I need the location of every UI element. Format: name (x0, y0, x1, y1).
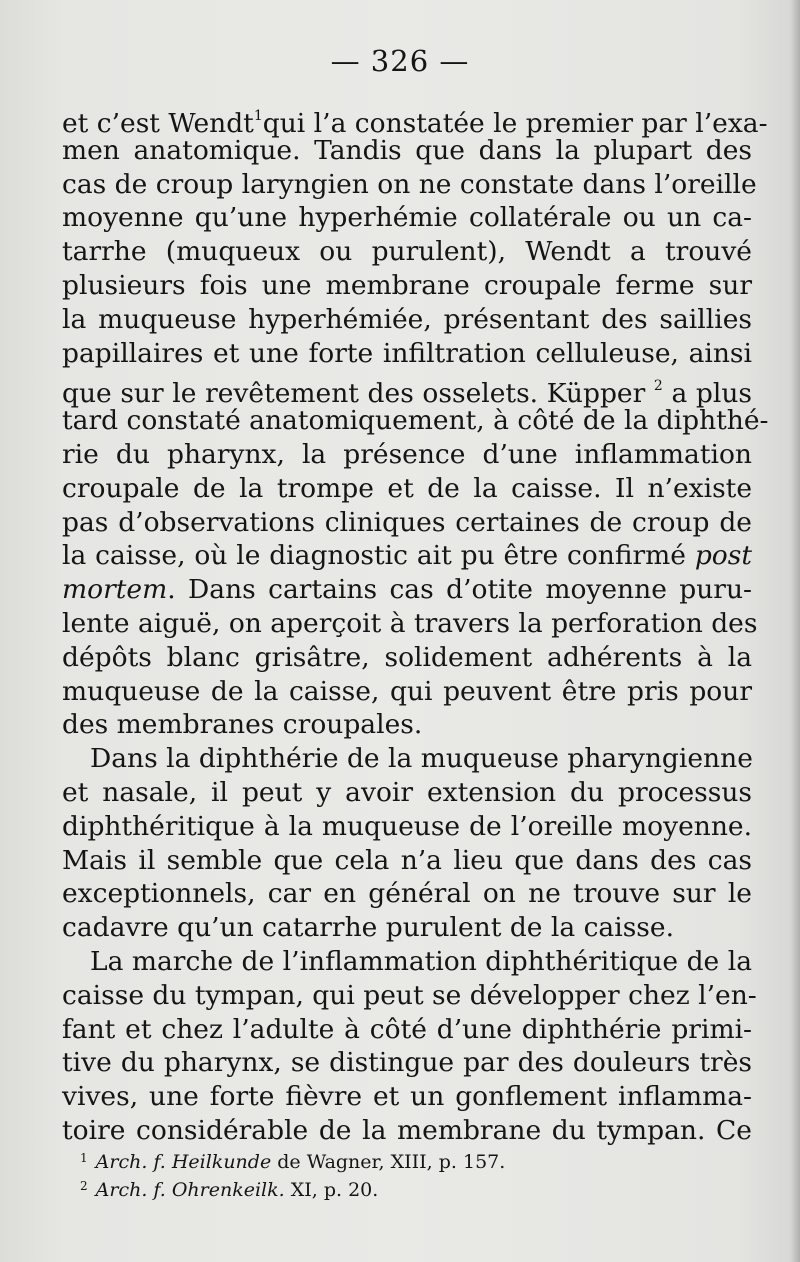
text-line: men anatomique. Tandis que dans la plupart des (62, 134, 752, 166)
text-line: moyenne qu’une hyperhémie collatérale ou un ca- (62, 202, 752, 234)
text-line: muqueuse de la caisse, qui peuvent être pris pour (62, 675, 752, 707)
footnotes (80, 1144, 720, 1200)
text-line: et nasale, il peut y avoir extension du processus (62, 776, 752, 808)
body-text (62, 100, 769, 1148)
text-line: plusieurs fois une membrane croupale ferme sur (62, 269, 752, 301)
page-edge-shadow (790, 0, 800, 1262)
text-line: Dans la diphthérie de la muqueuse pharyngienne (90, 743, 753, 775)
text-line: tarrhe (muqueux ou purulent), Wendt a trouvé (62, 236, 752, 268)
text-line: et c’est Wendt$^1$qui l’a constatée le premier par l’exa- (62, 108, 768, 139)
text-line: fant et chez l’adulte à côté d’une diphthérie primi- (62, 1013, 752, 1045)
page-number: — 326 — (330, 44, 470, 78)
italic-text: Arch. f. Ohrenkeilk. (95, 1179, 285, 1201)
footnote: $^1$ Arch. f. Heilkunde de Wagner, XIII, p. 157. (80, 1151, 506, 1173)
italic-text: Arch. f. Heilkunde (95, 1151, 272, 1173)
text-line: tard constaté anatomiquement, à côté de la diphthé- (62, 405, 769, 437)
text-line: que sur le revêtement des osselets. Küpper $^2$ a plus (62, 378, 752, 410)
text-line: exceptionnels, car en général on ne trouve sur le (62, 878, 752, 910)
text-line: La marche de l’inflammation diphthéritique de la (90, 945, 752, 977)
footnote: $^2$ Arch. f. Ohrenkeilk. XI, p. 20. (80, 1179, 379, 1201)
text-line: cas de croup laryngien on ne constate dans l’oreille (62, 168, 757, 200)
text-line: papillaires et une forte infiltration celluleuse, ainsi (62, 337, 752, 369)
text-line: la muqueuse hyperhémiée, présentant des saillies (62, 303, 752, 335)
text-line: cadavre qu’un catarrhe purulent de la caisse. (62, 912, 675, 944)
footnote-mark: 1 (80, 1151, 88, 1165)
footnote-ref: 1 (253, 108, 263, 124)
text-line: caisse du tympan, qui peut se développer chez l’en- (62, 979, 757, 1011)
text-line: la caisse, où le diagnostic ait pu être confirmé post (62, 540, 752, 572)
text-line: lente aiguë, on aperçoit à travers la perforation des (62, 607, 758, 639)
text-line: croupale de la trompe et de la caisse. Il n’existe (62, 472, 752, 504)
text-line: pas d’observations cliniques certaines de croup de (62, 506, 752, 538)
text-line: rie du pharynx, la présence d’une inflammation (62, 438, 752, 470)
text-line: toire considérable de la membrane du tympan. Ce (62, 1114, 752, 1146)
text-line: diphthéritique à la muqueuse de l’oreille moyenne. (62, 810, 752, 842)
footnote-mark: 2 (80, 1179, 88, 1193)
footnote-ref: 2 (653, 378, 663, 395)
text-line: tive du pharynx, se distingue par des douleurs très (62, 1047, 752, 1079)
text-line: Mais il semble que cela n’a lieu que dans des cas (62, 844, 752, 876)
text-line: des membranes croupales. (62, 709, 423, 741)
text-line: vives, une forte fièvre et un gonflement inflamma- (62, 1081, 752, 1113)
text-line: mortem. Dans cartains cas d’otite moyenne puru- (62, 574, 752, 606)
italic-text: post (694, 540, 752, 572)
text-line: dépôts blanc grisâtre, solidement adhérents à la (62, 641, 752, 673)
italic-text: mortem (62, 574, 168, 606)
